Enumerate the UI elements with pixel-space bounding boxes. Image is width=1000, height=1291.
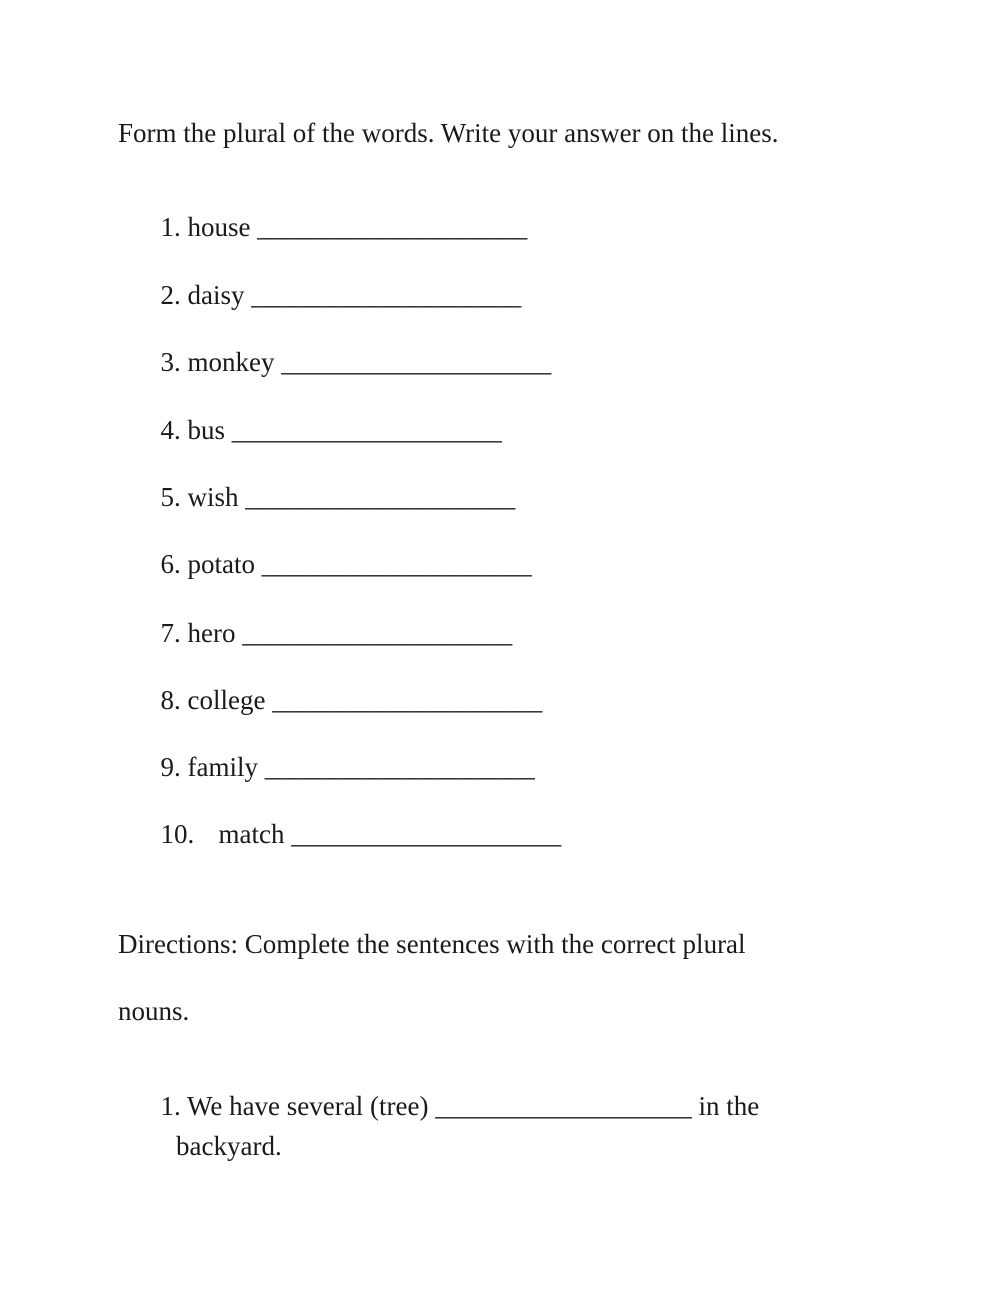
answer-line[interactable]: ____________________ [251,280,522,310]
sentence-after: in the [698,1091,760,1121]
answer-line[interactable]: ____________________ [242,618,513,648]
item-word: bus [187,415,226,445]
item-word: monkey [187,347,275,377]
sentence-item [147,1066,759,1120]
item-word: match [218,819,285,849]
answer-line[interactable]: ____________________ [264,752,535,782]
item-word: hero [187,618,236,648]
item-word: daisy [187,280,245,310]
item-number: 3. [160,347,181,377]
answer-line[interactable]: ____________________ [257,212,528,242]
answer-line[interactable]: ____________________ [281,347,552,377]
answer-line[interactable]: ___________________ [435,1091,692,1121]
part1-instruction: Form the plural of the words. Write your answer on the lines. [118,118,779,148]
item-number: 1. [160,212,181,242]
item-number: 5. [160,482,181,512]
answer-line[interactable]: ____________________ [291,819,562,849]
item-word: potato [187,549,255,579]
list-item [147,255,521,309]
item-number: 1. [160,1091,181,1121]
item-number: 7. [160,618,181,648]
sentence-continuation: backyard. [176,1131,282,1161]
list-item [147,390,502,444]
item-word: college [187,685,266,715]
item-number: 9. [160,752,181,782]
list-item [147,727,535,781]
list-item [147,794,561,848]
list-item [147,187,527,241]
item-word: wish [187,482,239,512]
list-item [147,322,551,376]
list-item [147,593,512,647]
answer-line[interactable]: ____________________ [231,415,502,445]
sentence-before: We have several (tree) [187,1091,429,1121]
list-item [147,524,532,578]
answer-line[interactable]: ____________________ [272,685,543,715]
list-item [147,660,542,714]
part2-directions: Directions: Complete the sentences with the correct plural [118,929,746,959]
item-number: 8. [160,685,181,715]
item-number: 6. [160,549,181,579]
item-word: house [187,212,251,242]
part2-directions-cont: nouns. [118,996,190,1026]
answer-line[interactable]: ____________________ [261,549,532,579]
item-number: 2. [160,280,181,310]
item-number: 4. [160,415,181,445]
list-item [147,457,515,511]
answer-line[interactable]: ____________________ [245,482,516,512]
item-word: family [187,752,258,782]
item-number: 10. [160,819,195,849]
